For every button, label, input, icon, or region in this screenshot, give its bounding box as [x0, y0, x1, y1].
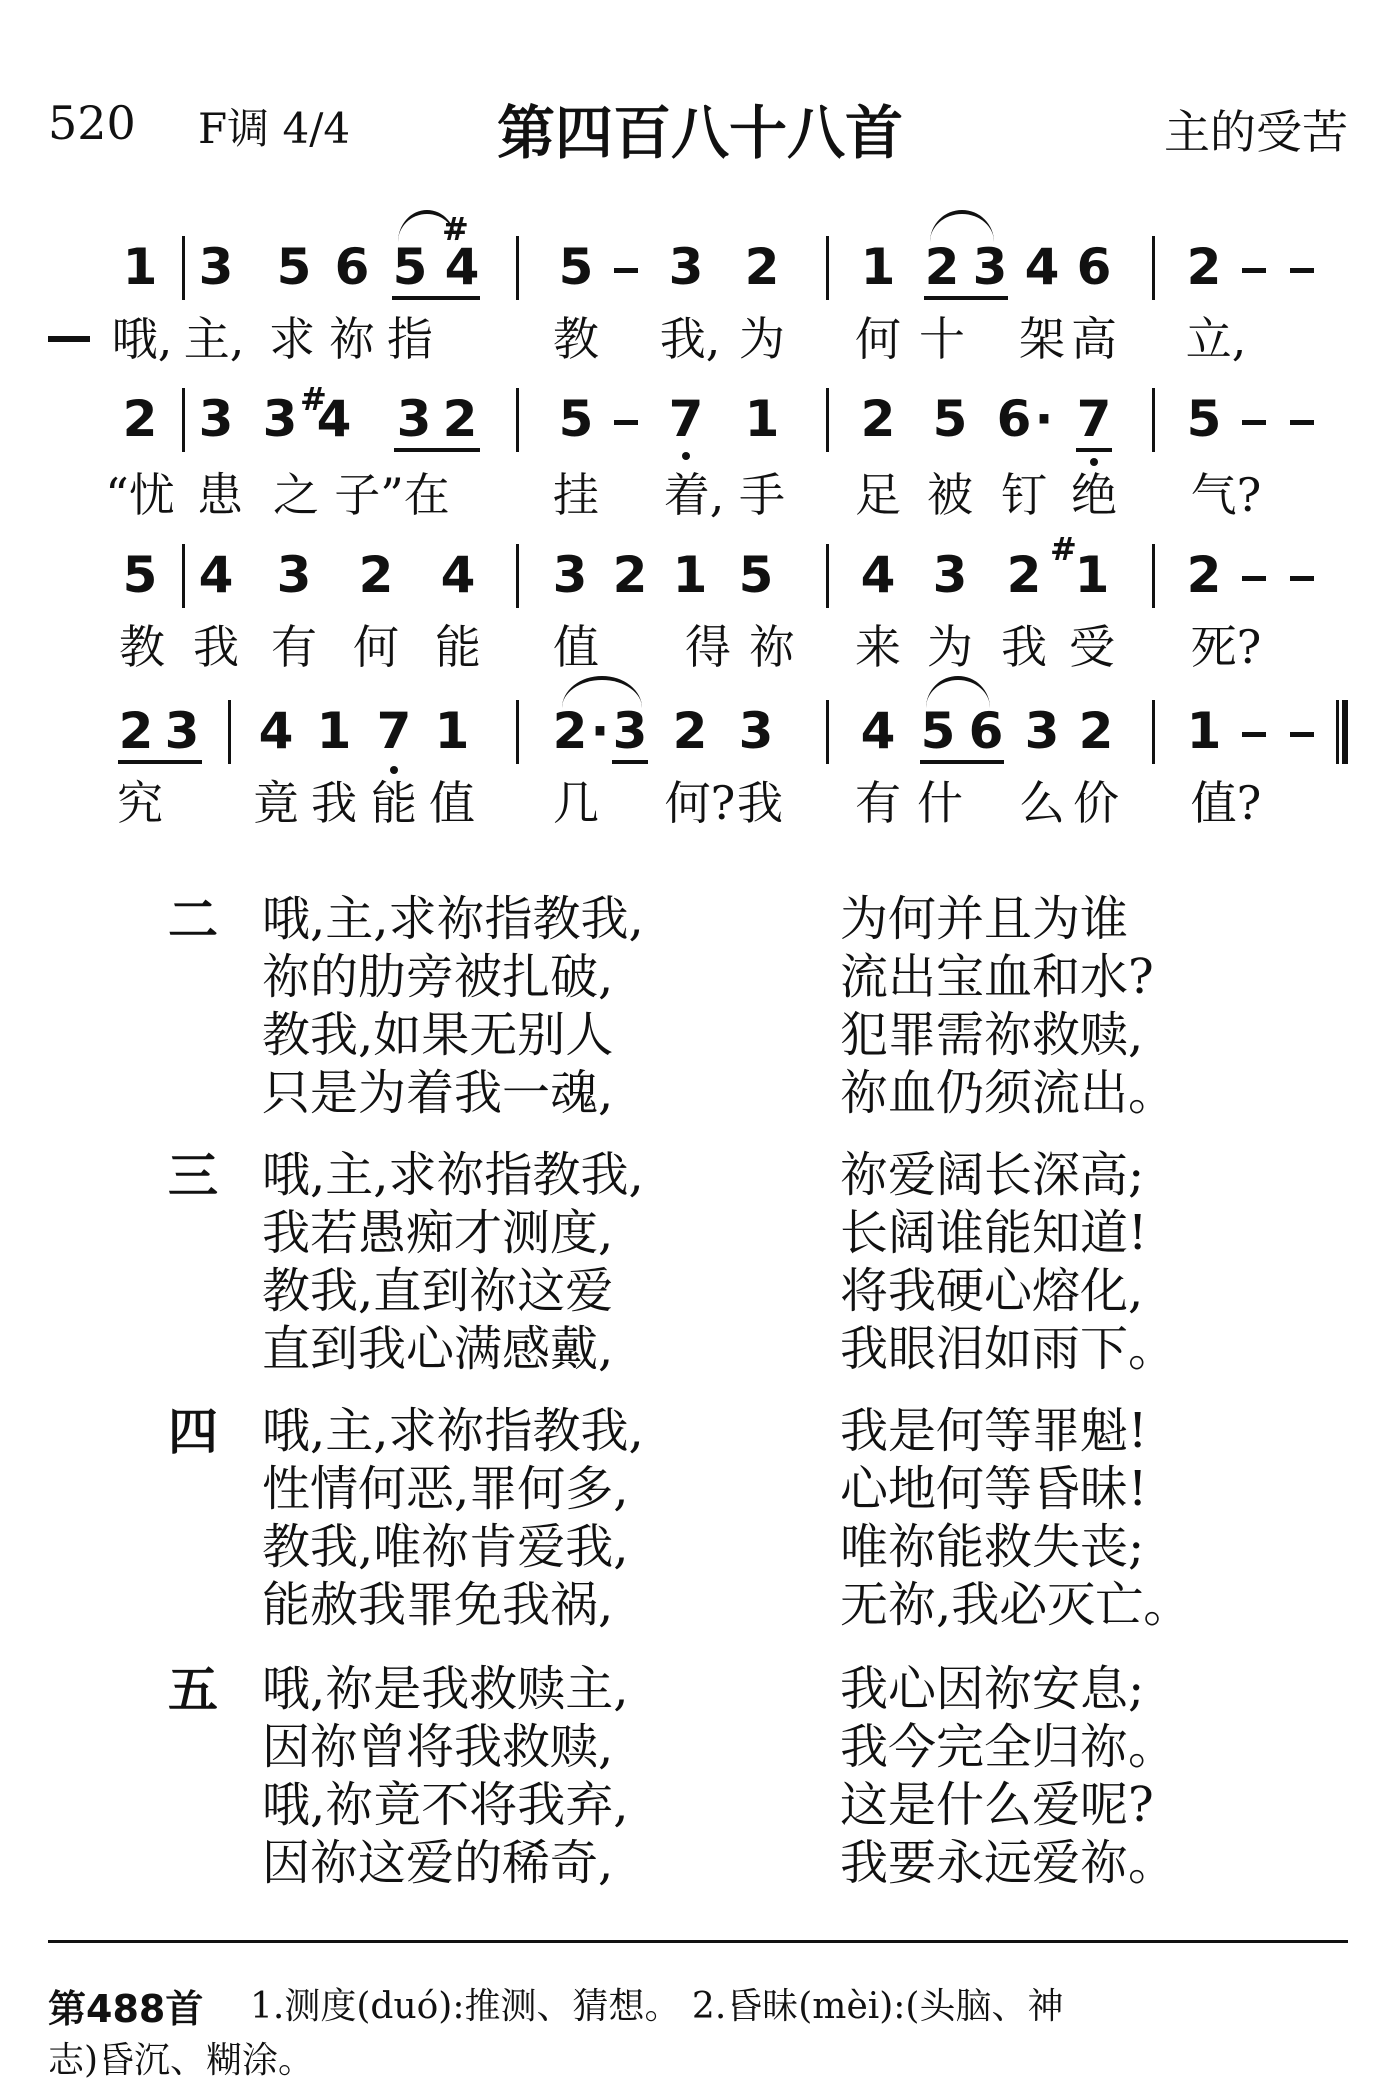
note: 2	[924, 238, 960, 296]
bar-line	[826, 544, 829, 608]
footnote-text: 1.测度(duó):推测、猜想。 2.昏昧(mèi):(头脑、神	[250, 1986, 1064, 2027]
lyric: “忧	[105, 468, 175, 522]
note: 3	[668, 238, 704, 296]
bar-line	[826, 388, 829, 452]
lyric: 究	[117, 776, 163, 830]
note-dash	[1290, 732, 1314, 737]
verse-number: 三	[168, 1147, 218, 1205]
slur	[930, 210, 994, 242]
note: 3	[1024, 702, 1060, 760]
verse-line: 性情何恶,罪何多,	[262, 1461, 629, 1517]
hymn-title: 第四百八十八首	[496, 99, 903, 167]
verse-line: 因祢这爱的稀奇,	[262, 1835, 614, 1891]
lyric: 有	[271, 620, 317, 674]
verse-number: 四	[168, 1403, 218, 1461]
bar-line	[516, 388, 519, 452]
final-bar-line	[1336, 700, 1348, 764]
verse-line: 流出宝血和水?	[840, 949, 1154, 1005]
lyric: 我,	[659, 312, 721, 366]
verse-one-mark	[48, 336, 90, 342]
bar-line	[1152, 544, 1155, 608]
bar-line	[826, 700, 829, 764]
verse-number: 五	[168, 1661, 218, 1719]
lyric: 挂	[553, 468, 599, 522]
note: 4	[860, 702, 896, 760]
bar-line	[826, 236, 829, 300]
note: 4	[316, 390, 352, 448]
lyric: 教	[553, 312, 599, 366]
note: 3	[396, 390, 432, 448]
verse-line: 因祢曾将我救赎,	[262, 1719, 614, 1775]
lyric: 么	[1019, 776, 1065, 830]
verse-line: 祢爱阔长深高;	[840, 1147, 1145, 1203]
note: 2	[118, 702, 154, 760]
lyric: 教	[119, 620, 165, 674]
footnote-label: 第488首	[48, 1987, 204, 2031]
note-dash	[1290, 268, 1314, 273]
verse-line: 祢血仍须流出。	[840, 1065, 1177, 1121]
eighth-underline	[612, 760, 648, 764]
lyric: 价	[1073, 776, 1119, 830]
lyric: 我	[193, 620, 239, 674]
verse-line: 心地何等昏昧!	[840, 1461, 1148, 1517]
verse-line: 哦,祢竟不将我弃,	[262, 1777, 629, 1833]
note: 1	[744, 390, 780, 448]
note: 3	[262, 390, 298, 448]
lyric: 求	[269, 312, 315, 366]
note: 3	[972, 238, 1008, 296]
lyric: 被	[927, 468, 973, 522]
sharp-sign: #	[300, 380, 327, 418]
eighth-underline	[920, 760, 1004, 764]
verse-line: 直到我心满感戴,	[262, 1321, 614, 1377]
note: 2	[122, 390, 158, 448]
page-number: 520	[48, 96, 136, 150]
note-dash	[1242, 268, 1266, 273]
note: 2	[1078, 702, 1114, 760]
lyric: 钉	[1001, 468, 1047, 522]
note-dash	[1290, 420, 1314, 425]
sharp-sign: #	[1050, 530, 1077, 568]
footnote-divider	[48, 1940, 1348, 1943]
verse-line: 这是什么爱呢?	[840, 1777, 1154, 1833]
slur	[562, 676, 642, 708]
note: 2	[442, 390, 478, 448]
note-dash	[614, 268, 638, 273]
lyric: 能	[371, 776, 417, 830]
verse-line: 我若愚痴才测度,	[262, 1205, 614, 1261]
eighth-underline	[924, 296, 1008, 300]
slur	[926, 676, 990, 708]
note-dash	[1242, 420, 1266, 425]
lyric: 我	[1001, 620, 1047, 674]
verse-line: 教我,如果无别人	[262, 1007, 614, 1063]
verse-line: 能赦我罪免我祸,	[262, 1577, 614, 1633]
lyric: 为	[927, 620, 973, 674]
note: 3	[198, 390, 234, 448]
bar-line	[516, 544, 519, 608]
note: 4	[444, 238, 480, 296]
sharp-sign: #	[442, 210, 469, 248]
lyric: 有	[855, 776, 901, 830]
verse-line: 长阔谁能知道!	[840, 1205, 1148, 1261]
bar-line	[1152, 388, 1155, 452]
note: 5	[1186, 390, 1222, 448]
note: 5	[392, 238, 428, 296]
note: 2	[672, 702, 708, 760]
verse-line: 犯罪需祢救赎,	[840, 1007, 1144, 1063]
lyric: 绝	[1071, 468, 1117, 522]
lyric: 何?	[664, 776, 736, 830]
verse-line: 我眼泪如雨下。	[840, 1321, 1177, 1377]
bar-line	[182, 544, 185, 608]
lyric: 为	[739, 312, 785, 366]
note: 1	[672, 546, 708, 604]
lyric: 足	[855, 468, 901, 522]
lyric: 患	[197, 468, 243, 522]
verse-line: 哦,主,求祢指教我,	[262, 1403, 644, 1459]
verse-line: 我心因祢安息;	[840, 1661, 1145, 1717]
verse-line: 只是为着我一魂,	[262, 1065, 614, 1121]
bar-line	[228, 700, 231, 764]
note: 4	[198, 546, 234, 604]
note: 2	[552, 702, 588, 760]
lyric: 死?	[1190, 620, 1262, 674]
note: 2	[1186, 238, 1222, 296]
verse-line: 我要永远爱祢。	[840, 1835, 1177, 1891]
lyric: 祢	[749, 620, 795, 674]
bar-line	[182, 236, 185, 300]
bar-line	[516, 700, 519, 764]
note: 1	[1074, 546, 1110, 604]
lyric: 立,	[1185, 312, 1247, 366]
lyric: 手	[739, 468, 785, 522]
lyric: 指	[387, 312, 433, 366]
note: 7	[376, 702, 412, 760]
verse-line: 我是何等罪魁!	[840, 1403, 1148, 1459]
verse-line: 祢的肋旁被扎破,	[262, 949, 614, 1005]
note-dash	[1242, 576, 1266, 581]
note-dash	[614, 420, 638, 425]
verse-line: 哦,主,求祢指教我,	[262, 1147, 644, 1203]
eighth-underline	[1076, 448, 1112, 452]
verse-line: 为何并且为谁	[840, 891, 1129, 947]
eighth-underline	[392, 296, 480, 300]
note: 1	[122, 238, 158, 296]
lyric: 何	[855, 312, 901, 366]
note: 7	[668, 390, 704, 448]
lyric: 气?	[1190, 468, 1262, 522]
note: 5	[932, 390, 968, 448]
lyric: 祢	[329, 312, 375, 366]
lyric: 受	[1069, 620, 1115, 674]
note: 3	[552, 546, 588, 604]
lyric: 我	[737, 776, 783, 830]
note: 1	[1186, 702, 1222, 760]
verse-line: 无祢,我必灭亡。	[840, 1577, 1192, 1633]
low-octave-dot	[390, 766, 398, 774]
lyric: 什	[917, 776, 963, 830]
lyric: 着,	[663, 468, 725, 522]
note: 2	[1006, 546, 1042, 604]
bar-line	[516, 236, 519, 300]
lyric: 何	[353, 620, 399, 674]
verse-line: 教我,唯祢肯爱我,	[262, 1519, 629, 1575]
lyric: 能	[435, 620, 481, 674]
note: 3	[738, 702, 774, 760]
lyric: 主,	[183, 312, 245, 366]
dot-duration: ·	[1034, 390, 1054, 448]
note: 3	[198, 238, 234, 296]
note: 7	[1076, 390, 1112, 448]
note: 6	[334, 238, 370, 296]
bar-line	[1152, 236, 1155, 300]
verse-line: 哦,祢是我救赎主,	[262, 1661, 629, 1717]
lyric: 值	[429, 776, 475, 830]
lyric: 得	[685, 620, 731, 674]
lyric: 来	[855, 620, 901, 674]
note: 2	[358, 546, 394, 604]
key-time-signature: F调 4/4	[198, 104, 351, 153]
note: 4	[1024, 238, 1060, 296]
lyric: 之	[273, 468, 319, 522]
lyric: 哦,	[111, 312, 173, 366]
lyric: 高	[1071, 312, 1117, 366]
verse-line: 唯祢能救失丧;	[840, 1519, 1145, 1575]
eighth-underline	[394, 448, 480, 452]
note: 5	[920, 702, 956, 760]
dot-duration: ·	[590, 702, 610, 760]
verse-line: 教我,直到祢这爱	[262, 1263, 614, 1319]
note: 2	[1186, 546, 1222, 604]
footnote-text: 志)昏沉、糊涂。	[48, 2040, 315, 2081]
verse-line: 将我硬心熔化,	[840, 1263, 1144, 1319]
lyric: 子”在	[334, 468, 450, 522]
low-octave-dot	[1090, 458, 1098, 466]
note: 2	[744, 238, 780, 296]
note-dash	[1290, 576, 1314, 581]
note: 5	[558, 390, 594, 448]
note: 5	[558, 238, 594, 296]
bar-line	[1152, 700, 1155, 764]
lyric: 几	[553, 776, 599, 830]
note-dash	[1242, 732, 1266, 737]
low-octave-dot	[682, 452, 690, 460]
note: 3	[612, 702, 648, 760]
eighth-underline	[118, 760, 202, 764]
note: 6	[996, 390, 1032, 448]
note: 1	[860, 238, 896, 296]
verse-number: 二	[168, 891, 218, 949]
lyric: 我	[311, 776, 357, 830]
note: 6	[968, 702, 1004, 760]
bar-line	[182, 388, 185, 452]
note: 2	[612, 546, 648, 604]
verse-line: 我今完全归祢。	[840, 1719, 1177, 1775]
note: 1	[434, 702, 470, 760]
lyric: 竟	[253, 776, 299, 830]
note: 3	[932, 546, 968, 604]
lyric: 架	[1019, 312, 1065, 366]
verse-line: 哦,主,求祢指教我,	[262, 891, 644, 947]
note: 4	[440, 546, 476, 604]
lyric: 十	[919, 312, 965, 366]
note: 2	[860, 390, 896, 448]
note: 6	[1076, 238, 1112, 296]
note: 5	[276, 238, 312, 296]
note: 4	[258, 702, 294, 760]
note: 4	[860, 546, 896, 604]
lyric: 值	[553, 620, 599, 674]
note: 5	[738, 546, 774, 604]
note: 5	[122, 546, 158, 604]
lyric: 值?	[1190, 776, 1262, 830]
hymn-topic: 主的受苦	[1164, 105, 1348, 159]
note: 3	[276, 546, 312, 604]
note: 3	[164, 702, 200, 760]
note: 1	[316, 702, 352, 760]
